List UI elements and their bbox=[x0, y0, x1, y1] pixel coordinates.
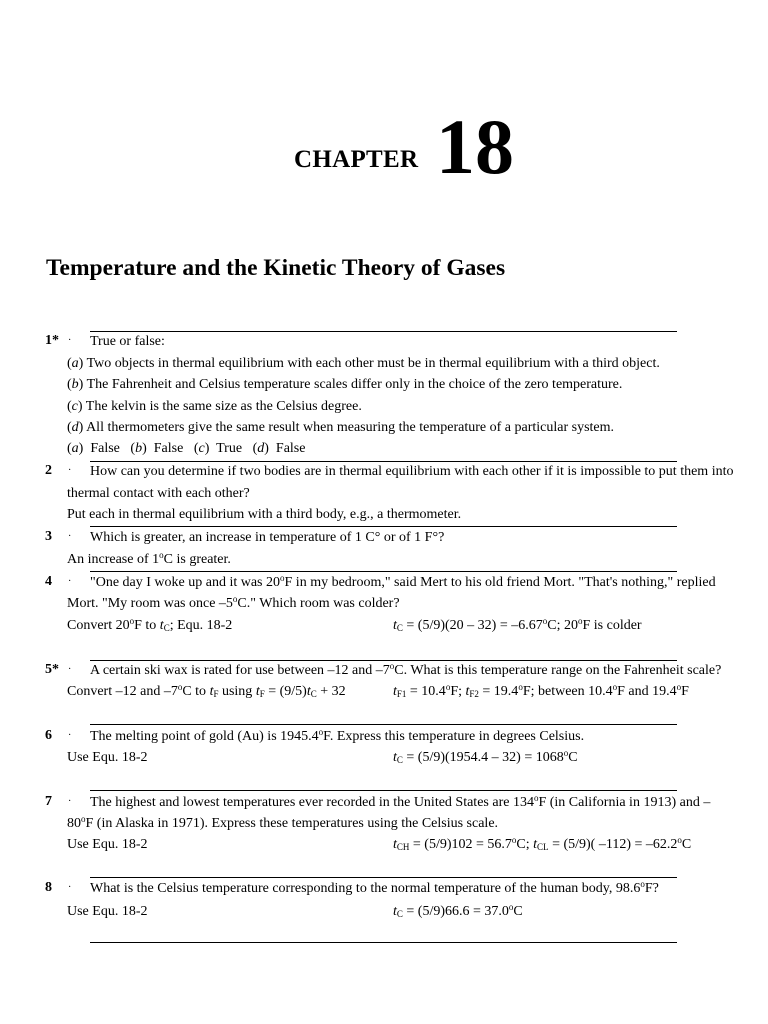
divider-rule bbox=[90, 660, 677, 661]
statement-c: (c) The kelvin is the same size as the Celsius degree. bbox=[67, 399, 362, 414]
problem-number: 5* bbox=[45, 662, 59, 677]
problem-number: 7 bbox=[45, 794, 52, 809]
problem-question: How can you determine if two bodies are in thermal equilibrium with each other if it is impossible to put them into bbox=[90, 464, 734, 479]
solution-method: Use Equ. 18-2 bbox=[67, 904, 148, 919]
statement-d: (d) All thermometers give the same result when measuring the temperature of a particular system. bbox=[67, 420, 615, 435]
divider-rule bbox=[90, 571, 677, 572]
solution-method: Convert –12 and –7$^o$C to $t_F$ using $t_F = (9/5)t_C + 32$ bbox=[67, 682, 346, 699]
problem-answer: Put each in thermal equilibrium with a third body, e.g., a thermometer. bbox=[67, 507, 462, 522]
divider-rule bbox=[90, 790, 677, 791]
divider-rule bbox=[90, 942, 677, 943]
solution-method: Use Equ. 18-2 bbox=[67, 837, 148, 852]
solution-result: $t_C = (5/9)(20 - 32) = -6.67^oC$; 20$^o$F is colder bbox=[393, 616, 642, 633]
chapter-number: 18 bbox=[436, 103, 514, 190]
problem-answer: An increase of 1$^o$C is greater. bbox=[67, 550, 231, 567]
true-false-answers: (a) False (b) False (c) True (d) False bbox=[67, 441, 306, 456]
solution-result: $t_{F1} = 10.4^oF$; $t_{F2} = 19.4^oF$; between 10.4$^o$F and 19.4$^o$F bbox=[393, 682, 689, 699]
divider-rule bbox=[90, 724, 677, 725]
problem-bullet: · bbox=[68, 730, 72, 741]
problem-number: 4 bbox=[45, 574, 52, 589]
solution-method: Convert 20$^o$F to $t_C$; Equ. 18-2 bbox=[67, 616, 233, 633]
problem-question: A certain ski wax is rated for use between –12 and –7$^o$C. What is this temperature range on the Fahrenheit scale? bbox=[90, 661, 722, 678]
problem-question: The highest and lowest temperatures ever recorded in the United States are 134$^o$F (in California in 1913) and – bbox=[90, 793, 711, 810]
solution-method: Use Equ. 18-2 bbox=[67, 750, 148, 765]
problem-question: Which is greater, an increase in temperature of 1 C° or of 1 F°? bbox=[90, 530, 445, 545]
problem-question: "One day I woke up and it was 20$^o$F in my bedroom," said Mert to his old friend Mort. "That's nothing," replied bbox=[90, 573, 716, 590]
problem-number: 3 bbox=[45, 529, 52, 544]
problem-question: What is the Celsius temperature corresponding to the normal temperature of the human body, 98.6$^o$F? bbox=[90, 879, 659, 896]
divider-rule bbox=[90, 461, 677, 462]
statement-b: (b) The Fahrenheit and Celsius temperature scales differ only in the choice of the zero temperature. bbox=[67, 377, 623, 392]
statement-a: (a) Two objects in thermal equilibrium with each other must be in thermal equilibrium with a third object. bbox=[67, 356, 660, 371]
chapter-label: CHAPTER bbox=[294, 146, 419, 173]
problem-question-cont: 80$^o$F (in Alaska in 1971). Express these temperatures using the Celsius scale. bbox=[67, 814, 499, 831]
problem-number: 6 bbox=[45, 728, 52, 743]
solution-result: $t_C = (5/9)(1954.4 - 32) = 1068^oC$ bbox=[393, 748, 578, 765]
problem-bullet: · bbox=[68, 335, 72, 346]
problem-bullet: · bbox=[68, 465, 72, 476]
divider-rule bbox=[90, 877, 677, 878]
problem-bullet: · bbox=[68, 664, 72, 675]
problem-question: True or false: bbox=[90, 334, 165, 349]
divider-rule bbox=[90, 331, 677, 332]
problem-bullet: · bbox=[68, 796, 72, 807]
solution-result: $t_{CH} = (5/9)102 = 56.7^oC$; $t_{CL} = (5/9)$( $-112) = -62.2^oC$ bbox=[393, 835, 692, 852]
problem-bullet: · bbox=[68, 882, 72, 893]
problem-bullet: · bbox=[68, 531, 72, 542]
divider-rule bbox=[90, 526, 677, 527]
solution-result: $t_C = (5/9)66.6 = 37.0^oC$ bbox=[393, 902, 523, 919]
problem-question: The melting point of gold (Au) is 1945.4$^o$F. Express this temperature in degrees Celsius. bbox=[90, 727, 585, 744]
problem-number: 8 bbox=[45, 880, 52, 895]
problem-question-cont: Mort. "My room was once –5$^o$C." Which room was colder? bbox=[67, 594, 400, 611]
problem-bullet: · bbox=[68, 576, 72, 587]
problem-number: 1* bbox=[45, 333, 59, 348]
problem-question-cont: thermal contact with each other? bbox=[67, 486, 250, 501]
chapter-title: Temperature and the Kinetic Theory of Gases bbox=[46, 255, 506, 281]
problem-number: 2 bbox=[45, 463, 52, 478]
